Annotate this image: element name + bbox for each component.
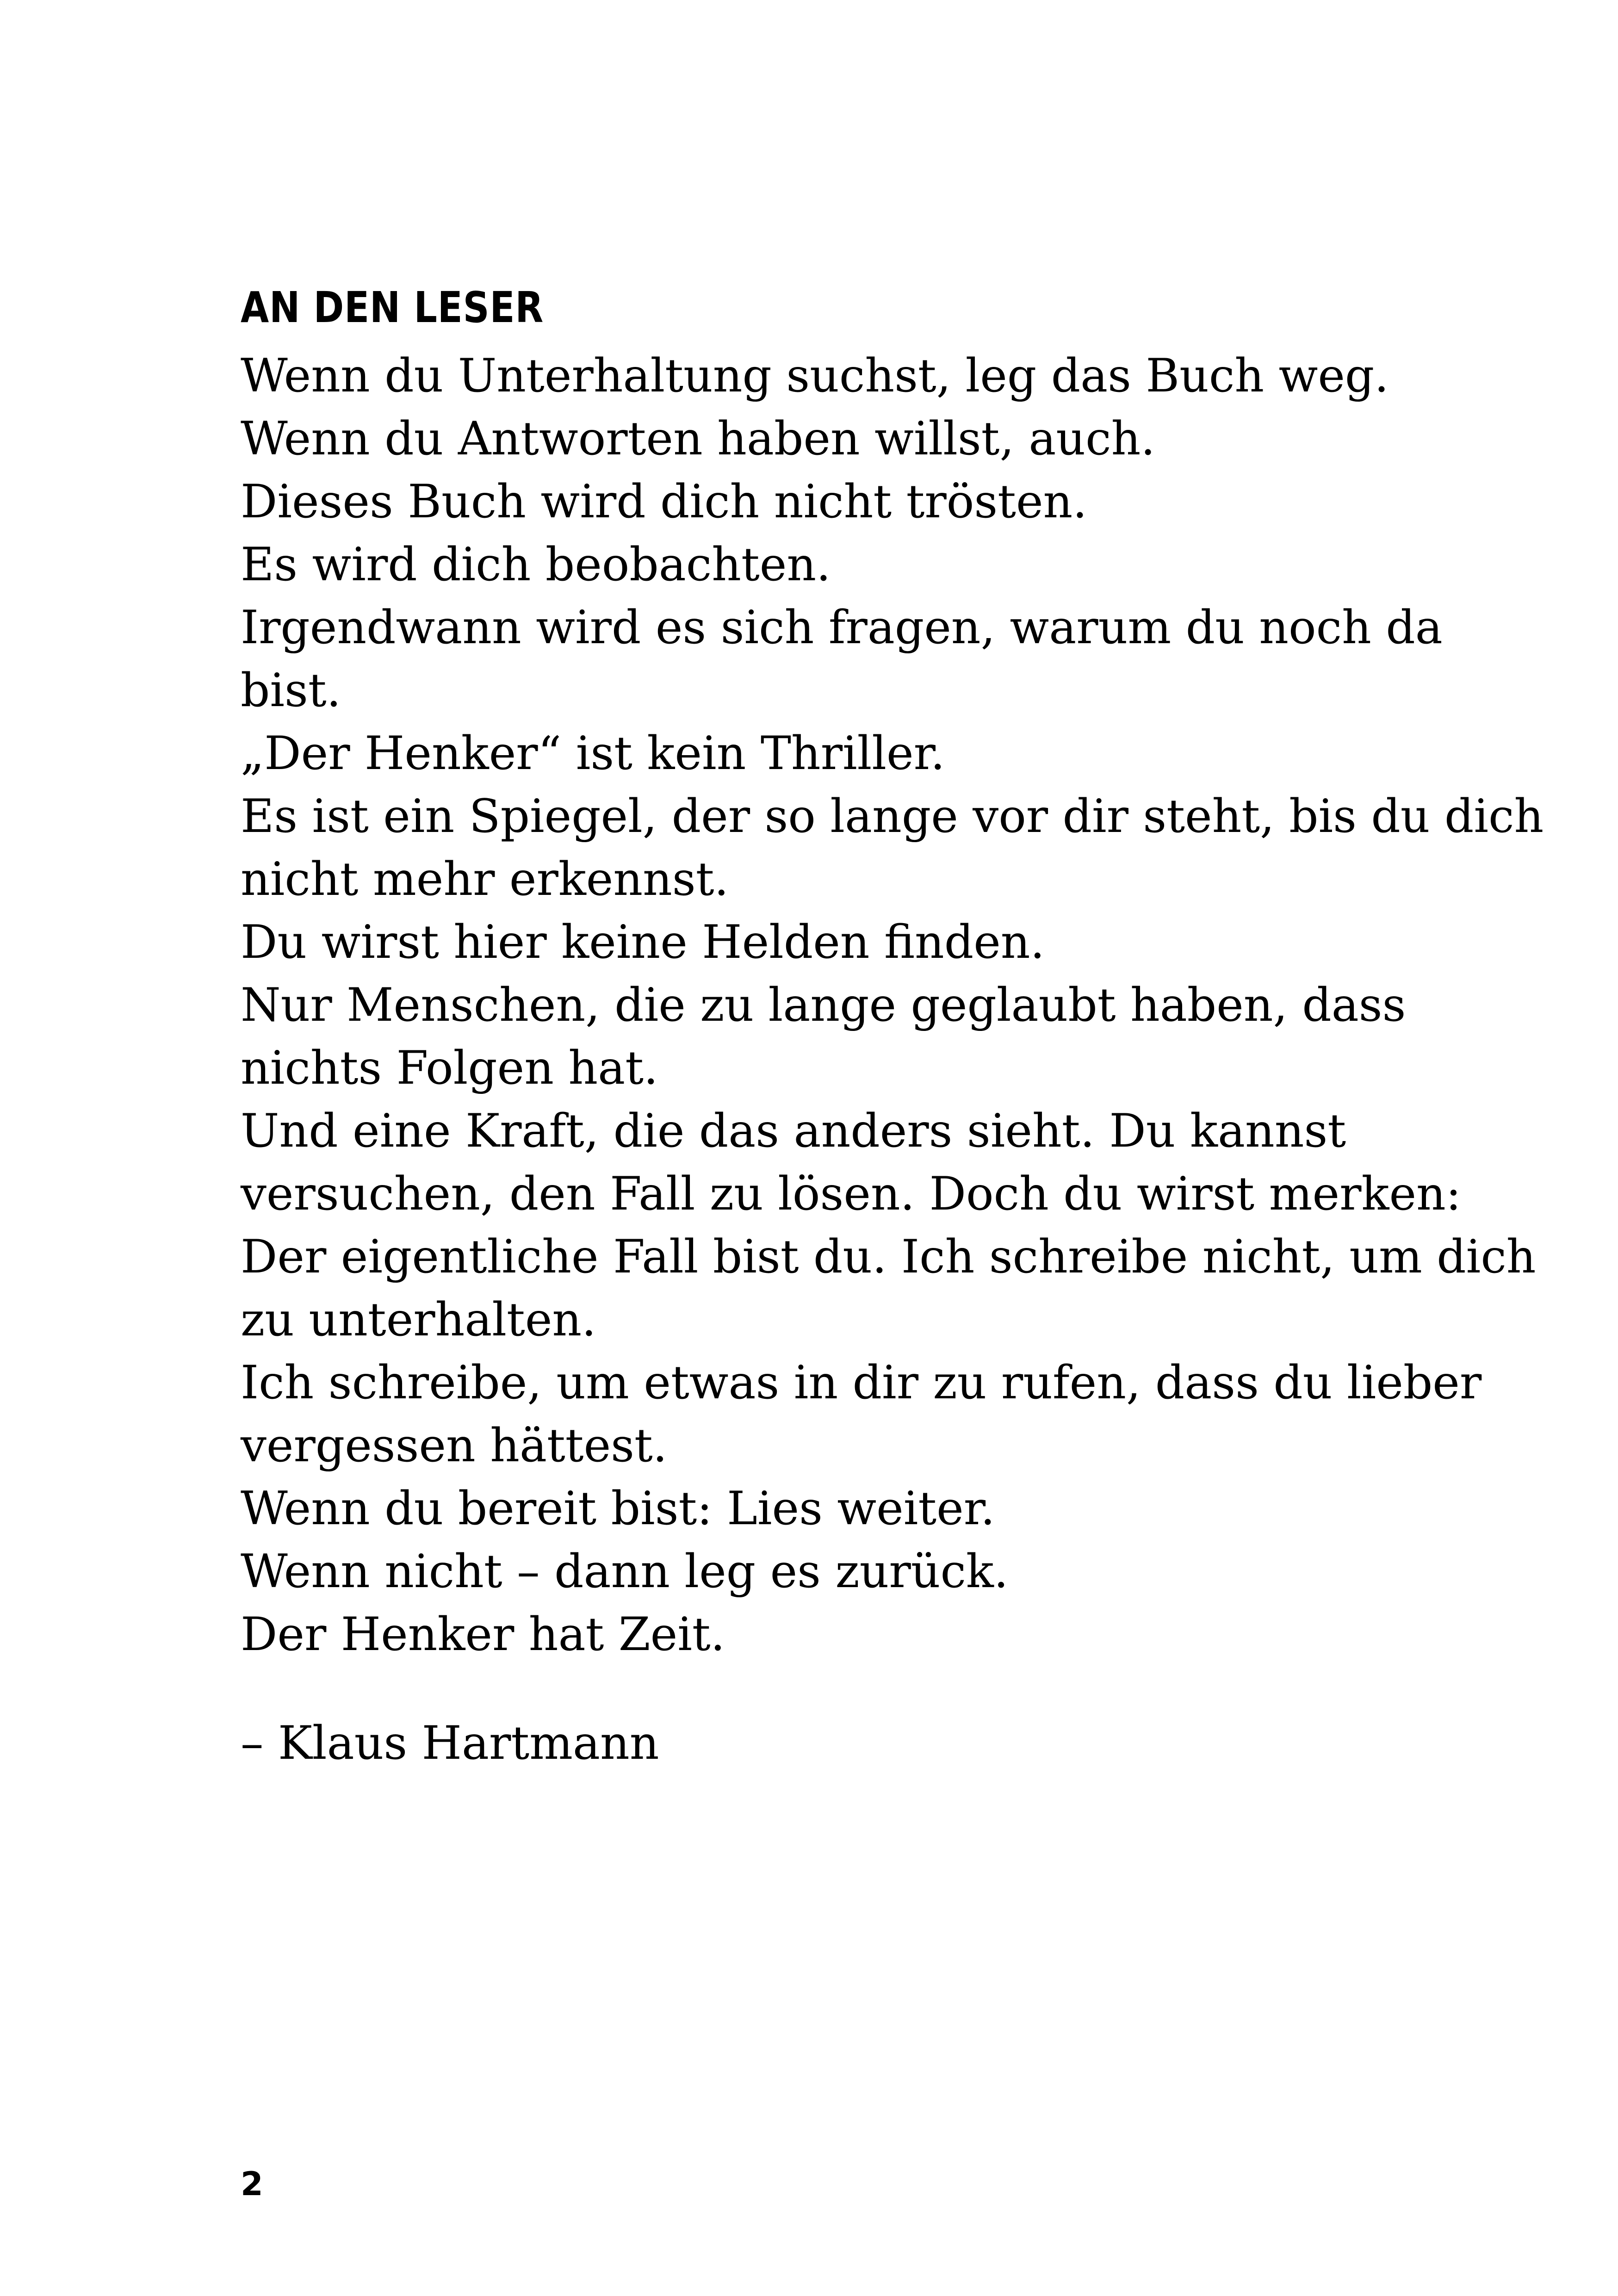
text-line: Es wird dich beobachten. — [241, 538, 831, 591]
text-line: „Der Henker“ ist kein Thriller. — [241, 727, 945, 780]
text-line: Nur Menschen, die zu lange geglaubt haben, dass — [241, 979, 1406, 1032]
text-line: Der Henker hat Zeit. — [241, 1608, 725, 1661]
section-heading: AN DEN LESER — [241, 283, 544, 332]
text-line: Dieses Buch wird dich nicht trösten. — [241, 475, 1087, 528]
text-line: Und eine Kraft, die das anders sieht. Du kannst — [241, 1105, 1346, 1158]
text-line: bist. — [241, 664, 341, 717]
body-text — [241, 345, 1544, 1666]
page-number: 2 — [241, 2165, 263, 2203]
text-line: nicht mehr erkennst. — [241, 853, 729, 906]
text-line: Du wirst hier keine Helden finden. — [241, 916, 1045, 969]
text-line: Wenn du Antworten haben willst, auch. — [241, 412, 1155, 465]
text-line: vergessen hättest. — [241, 1419, 668, 1472]
text-line: Es ist ein Spiegel, der so lange vor dir steht, bis du dich — [241, 790, 1544, 843]
text-line: Der eigentliche Fall bist du. Ich schreibe nicht, um dich — [241, 1230, 1536, 1284]
text-line: nichts Folgen hat. — [241, 1042, 658, 1095]
text-line: Wenn du bereit bist: Lies weiter. — [241, 1482, 995, 1535]
text-line: Irgendwann wird es sich fragen, warum du noch da — [241, 601, 1443, 654]
text-line: Ich schreibe, um etwas in dir zu rufen, dass du lieber — [241, 1356, 1482, 1409]
author-signature: – Klaus Hartmann — [241, 1717, 659, 1770]
text-line: zu unterhalten. — [241, 1293, 596, 1347]
text-line: Wenn nicht – dann leg es zurück. — [241, 1545, 1009, 1598]
text-line: versuchen, den Fall zu lösen. Doch du wirst merken: — [241, 1167, 1462, 1221]
text-line: Wenn du Unterhaltung suchst, leg das Buch weg. — [241, 349, 1389, 403]
